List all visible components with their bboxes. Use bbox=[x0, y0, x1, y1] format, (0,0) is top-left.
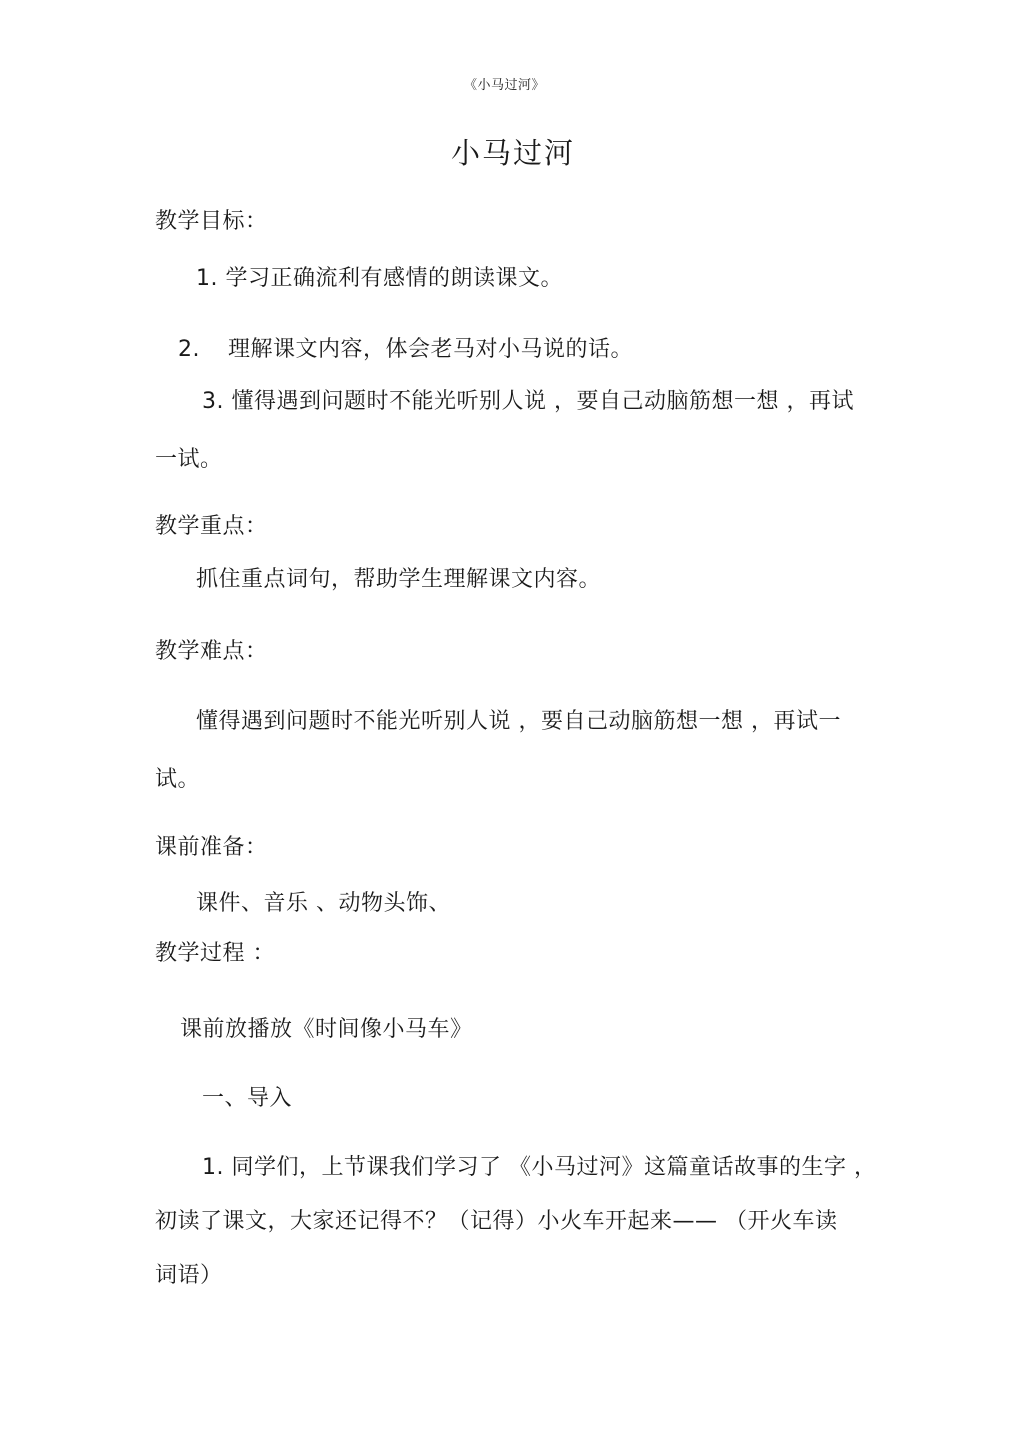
document-title: 小马过河 bbox=[451, 136, 576, 170]
paragraph-1-line-2: 初读了课文，大家还记得不？（记得）小火车开起来—— （开火车读 bbox=[155, 1209, 838, 1234]
paragraph-1-line-3: 词语） bbox=[155, 1263, 223, 1288]
difficulty-line-1: 懂得遇到问题时不能光听别人说 ，要自己动脑筋想一想 ，再试一 bbox=[196, 709, 841, 734]
goal-item-2-number: 2. bbox=[178, 337, 200, 362]
goal-item-3-line-2: 一试。 bbox=[155, 447, 223, 472]
goal-item-1: 1. 学习正确流利有感情的朗读课文。 bbox=[196, 266, 563, 291]
preparation-heading: 课前准备： bbox=[155, 835, 268, 860]
process-intro: 课前放播放《时间像小马车》 bbox=[180, 1017, 473, 1042]
goals-heading: 教学目标： bbox=[155, 209, 268, 234]
difficulty-heading: 教学难点： bbox=[155, 639, 268, 664]
paragraph-1-line-1: 1. 同学们，上节课我们学习了 《小马过河》这篇童话故事的生字 ， bbox=[202, 1155, 877, 1180]
goal-item-3-line-1: 3. 懂得遇到问题时不能光听别人说 ，要自己动脑筋想一想 ，再试 bbox=[202, 389, 854, 414]
section-1-heading: 一、导入 bbox=[202, 1086, 293, 1111]
preparation-text: 课件、音乐 、动物头饰、 bbox=[196, 891, 451, 916]
running-header: 《小马过河》 bbox=[464, 78, 546, 93]
process-heading: 教学过程 ： bbox=[155, 941, 275, 966]
key-points-text: 抓住重点词句，帮助学生理解课文内容。 bbox=[196, 567, 602, 592]
goal-item-2-text: 理解课文内容，体会老马对小马说的话。 bbox=[228, 337, 634, 362]
key-points-heading: 教学重点： bbox=[155, 514, 268, 539]
difficulty-line-2: 试。 bbox=[155, 767, 201, 792]
